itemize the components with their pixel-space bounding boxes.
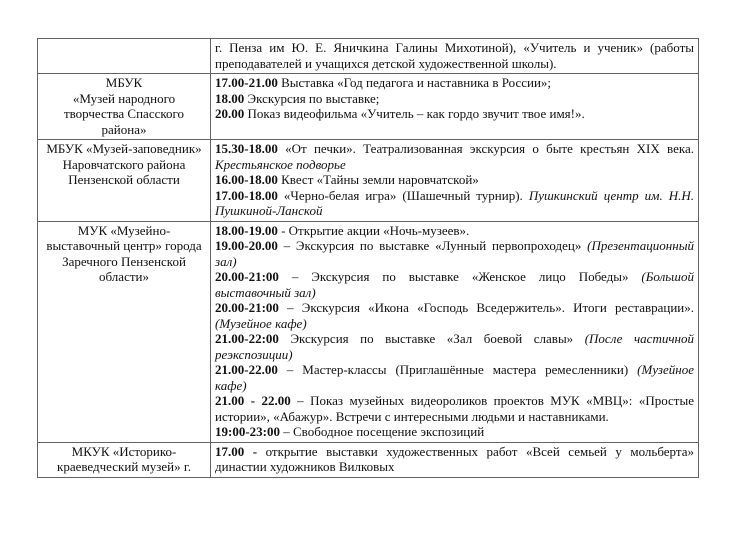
museum-name-line: выставочный центр» города — [46, 238, 202, 253]
museum-name-line: МУК «Музейно- — [77, 222, 171, 238]
event-time: 20.00-21:00 — [215, 269, 279, 284]
event-time: 17.00 - — [215, 443, 258, 459]
event-venue: (Презентационный зал) — [215, 238, 694, 269]
museum-name-line: МКУК «Историко- — [71, 443, 177, 459]
museum-name-line: Заречного Пензенской — [62, 253, 186, 269]
event-entry — [215, 188, 694, 219]
museum-name-line: МБУК — [105, 75, 143, 90]
event-description: – Экскурсия по выставке «Лунный первопроходец» — [277, 238, 588, 253]
event-time: 20.00-21:00 — [215, 300, 279, 315]
event-time: 16.00-18.00 — [215, 172, 278, 187]
event-entry — [215, 300, 694, 331]
event-description: – Экскурсия «Икона «Господь Вседержитель». Итоги реставрации». — [278, 300, 694, 315]
table-row — [38, 442, 699, 477]
museum-name-cell[interactable] — [38, 442, 211, 477]
events-cell[interactable] — [211, 140, 699, 222]
event-venue: (Большой выставочный зал) — [215, 269, 694, 300]
museum-name-cell[interactable] — [38, 140, 211, 222]
event-time: 17.00-18.00 — [215, 187, 278, 203]
event-description: «Черно-белая игра» (Шашечный турнир). — [277, 187, 529, 203]
museum-name-line: МБУК «Музей-заповедник» — [46, 141, 202, 156]
event-venue: Пушкинский центр им. Н.Н. Пушкиной-Ланской — [215, 187, 694, 218]
museum-name-line: области» — [99, 269, 149, 284]
event-time: 20.00 — [215, 106, 245, 121]
event-venue: (Музейное кафе) — [215, 315, 307, 331]
event-venue: (После частичной реэкспозиции) — [215, 331, 694, 362]
event-description: - Открытие акции «Ночь-музеев». — [277, 222, 470, 238]
event-description: – Экскурсия по выставке «Женское лицо Победы» — [278, 269, 642, 284]
events-cell[interactable] — [211, 442, 699, 477]
event-time: 21.00-22:00 — [215, 331, 279, 346]
event-description: «От печки». Театрализованная экскурсия о быте крестьян XIX века. — [277, 141, 694, 156]
table-row — [38, 140, 699, 222]
event-description: г. Пенза им Ю. Е. Яничкина Галины Михотиной), «Учитель и ученик» (работы преподавателей и учащихся детской художественной школы). — [215, 40, 694, 71]
event-time: 19.00-20.00 — [215, 238, 278, 253]
event-time: 21.00 - 22.00 — [215, 393, 291, 408]
events-table-body — [38, 39, 699, 478]
event-entry — [215, 238, 694, 269]
event-description: Выставка «Год педагога и наставника в России»; — [277, 75, 552, 90]
events-cell[interactable] — [211, 221, 699, 442]
event-time: 15.30-18.00 — [215, 141, 278, 156]
event-entry — [215, 444, 694, 475]
museum-name-line: творчества Спасского — [63, 106, 185, 121]
table-row — [38, 39, 699, 74]
event-description: открытие выставки художественных работ «Всей семьей у мольберта» династии художников Вилковых — [215, 443, 694, 474]
museum-name-line: района» — [101, 121, 147, 137]
event-entry — [215, 362, 694, 393]
events-cell[interactable] — [211, 39, 699, 74]
event-time: 18.00-19.00 — [215, 222, 278, 238]
event-venue: (Музейное кафе) — [215, 362, 694, 393]
event-description: – Свободное посещение экспозиций — [280, 424, 485, 439]
event-description: Экскурсия по выставке; — [244, 90, 380, 106]
museum-name-line: «Музей народного — [72, 90, 176, 106]
museum-name-cell[interactable] — [38, 39, 211, 74]
events-table — [37, 38, 699, 478]
museum-name-line: краеведческий музей» г. — [57, 459, 191, 474]
event-description: Квест «Тайны земли наровчатской» — [277, 172, 479, 187]
museum-name-line: Пензенской области — [68, 172, 180, 187]
event-entry — [215, 393, 694, 424]
event-entry — [215, 91, 694, 107]
event-entry — [215, 106, 694, 122]
event-entry — [215, 331, 694, 362]
event-description: – Показ музейных видеороликов проектов МУК «МВЦ»: «Простые истории», «Абажур». Встречи с интересными людьми и наставниками. — [215, 393, 694, 424]
table-row — [38, 221, 699, 442]
event-venue: Крестьянское подворье — [215, 156, 346, 172]
table-row — [38, 74, 699, 140]
event-entry — [215, 223, 694, 239]
event-entry — [215, 40, 694, 71]
event-entry — [215, 424, 694, 440]
event-entry — [215, 172, 694, 188]
event-time: 21.00-22.00 — [215, 362, 278, 377]
events-cell[interactable] — [211, 74, 699, 140]
event-entry — [215, 75, 694, 91]
event-entry — [215, 141, 694, 172]
event-time: 18.00 — [215, 90, 245, 106]
event-description: Экскурсия по выставке «Зал боевой славы» — [278, 331, 585, 346]
museum-name-cell[interactable] — [38, 74, 211, 140]
event-description: Показ видеофильма «Учитель – как гордо звучит твое имя!». — [244, 106, 585, 121]
museum-name-cell[interactable] — [38, 221, 211, 442]
event-time: 17.00-21.00 — [215, 75, 278, 90]
event-time: 19:00-23:00 — [215, 424, 280, 439]
event-entry — [215, 269, 694, 300]
event-description: – Мастер-классы (Приглашённые мастера ремесленники) — [277, 362, 638, 377]
museum-name-line: Наровчатского района — [62, 156, 186, 172]
